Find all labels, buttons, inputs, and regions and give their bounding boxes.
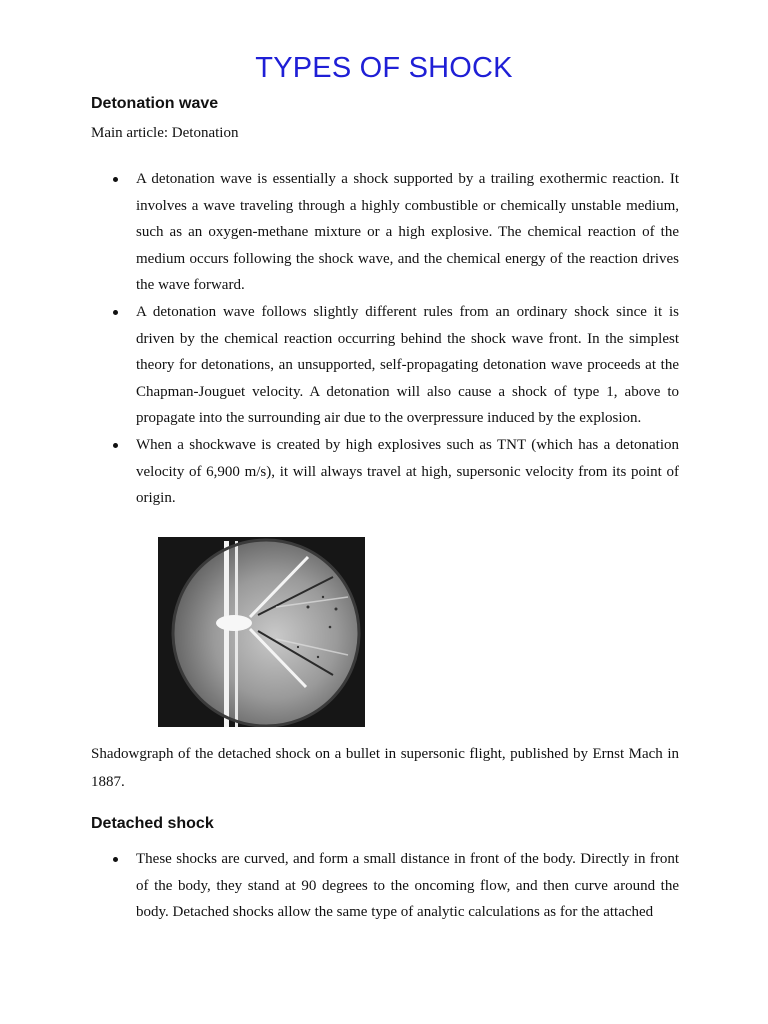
bullet-icon	[113, 443, 118, 448]
list-item-text: These shocks are curved, and form a small distance in front of the body. Directly in front of the body, they stand at 90 degrees to the oncoming flow, and then curve around the body. Detached shocks allow the same type of analytic calculations as for the attached	[136, 851, 679, 921]
list-item	[91, 166, 679, 299]
document-title: TYPES OF SHOCK	[255, 52, 513, 84]
detached-bullet-list	[91, 846, 679, 926]
detonation-bullet-list	[91, 166, 679, 512]
bullet-icon	[113, 310, 118, 315]
list-item	[91, 299, 679, 432]
shadowgraph-image	[158, 537, 365, 727]
list-item-text: A detonation wave follows slightly different rules from an ordinary shock since it is driven by the chemical reaction occurring behind the shock wave front. In the simplest theory for detonations, an unsupported, self-propagating detonation wave proceeds at the Chapman-Jouguet velocity. A detonation will also cause a shock of type 1, above to propagate into the surrounding air due to the overpressure induced by the explosion.	[136, 303, 679, 427]
bullet-icon	[113, 857, 118, 862]
list-item	[91, 846, 679, 926]
list-item-text: A detonation wave is essentially a shock supported by a trailing exothermic reaction. It involves a wave traveling through a highly combustible or chemically unstable medium, such as an oxygen-methane mixture or a high explosive. The chemical reaction of the medium occurs following the shock wave, and the chemical energy of the reaction drives the wave forward.	[136, 171, 679, 294]
section-heading-detonation-wave: Detonation wave	[91, 95, 219, 112]
figure-caption: Shadowgraph of the detached shock on a bullet in supersonic flight, published by Ernst Mach in 1887.	[91, 746, 679, 790]
shadowgraph-illustration	[158, 537, 365, 727]
main-article-note: Main article: Detonation	[91, 125, 239, 141]
list-item	[91, 432, 679, 512]
bullet-icon	[113, 177, 118, 182]
list-item-text: When a shockwave is created by high explosives such as TNT (which has a detonation velocity of 6,900 m/s), it will always travel at high, supersonic velocity from its point of origin.	[136, 436, 679, 507]
section-heading-detached-shock: Detached shock	[91, 815, 214, 832]
